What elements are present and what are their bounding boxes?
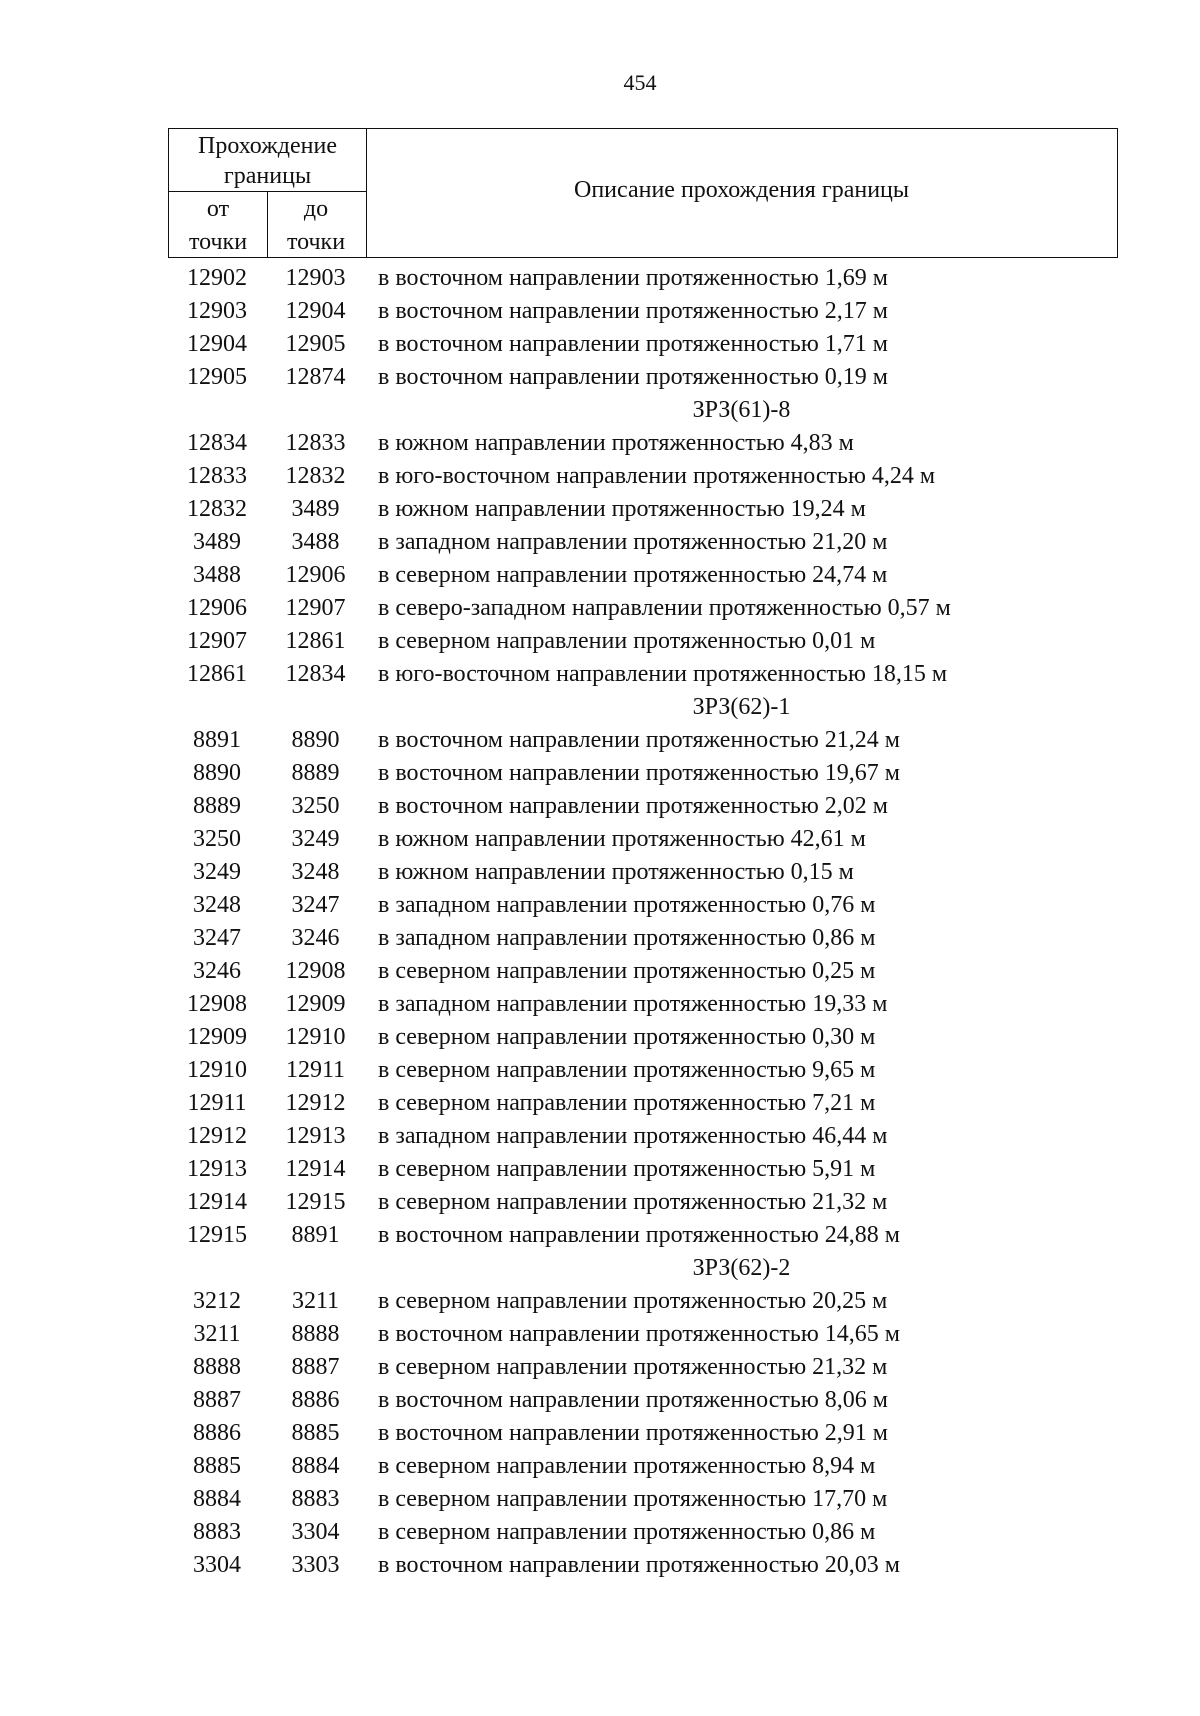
description-cell: в северном направлении протяженностью 0,25 м — [378, 958, 876, 984]
table-row — [0, 1483, 1200, 1516]
header-passage-line2: границы — [223, 163, 312, 189]
table-header — [168, 128, 1118, 258]
description-cell: в северном направлении протяженностью 8,94 м — [378, 1453, 876, 1479]
header-boundary-passage — [169, 131, 366, 191]
from-point-cell: 3489 — [193, 529, 241, 555]
to-point-cell: 12832 — [285, 463, 346, 489]
from-point-cell: 3246 — [193, 958, 241, 984]
to-point-cell: 3303 — [291, 1552, 340, 1578]
from-point-cell: 12833 — [187, 463, 247, 489]
from-point-cell: 12904 — [187, 331, 247, 357]
description-cell: в восточном направлении протяженностью 1,71 м — [378, 331, 888, 357]
header-from-point — [169, 193, 267, 259]
table-row — [0, 658, 1200, 691]
to-point-cell: 12904 — [285, 298, 346, 324]
from-point-cell: 3304 — [193, 1552, 241, 1578]
to-point-cell: 12905 — [285, 331, 346, 357]
to-point-cell: 8890 — [291, 727, 340, 753]
from-point-cell: 12914 — [187, 1189, 247, 1215]
description-cell: в западном направлении протяженностью 19,33 м — [378, 991, 888, 1017]
description-cell: в южном направлении протяженностью 19,24 м — [378, 496, 866, 522]
description-cell: в северном направлении протяженностью 20,25 м — [378, 1288, 888, 1314]
table-row — [0, 757, 1200, 790]
description-cell: в южном направлении протяженностью 4,83 м — [378, 430, 854, 456]
description-cell: в северном направлении протяженностью 5,91 м — [378, 1156, 876, 1182]
description-cell: в западном направлении протяженностью 21,20 м — [378, 529, 888, 555]
from-point-cell: 12913 — [187, 1156, 247, 1182]
from-point-cell: 12834 — [187, 430, 247, 456]
from-point-cell: 12905 — [187, 364, 247, 390]
to-point-cell: 12861 — [285, 628, 346, 654]
to-point-cell: 3246 — [291, 925, 340, 951]
to-point-cell: 8889 — [291, 760, 340, 786]
to-point-cell: 12906 — [285, 562, 346, 588]
table-row — [0, 1087, 1200, 1120]
to-point-cell: 12910 — [285, 1024, 346, 1050]
table-row — [0, 1450, 1200, 1483]
description-cell: в северном направлении протяженностью 9,65 м — [378, 1057, 876, 1083]
from-point-cell: 12909 — [187, 1024, 247, 1050]
from-point-cell: 8883 — [193, 1519, 241, 1545]
from-point-cell: 12907 — [187, 628, 247, 654]
to-point-cell: 3250 — [291, 793, 340, 819]
from-point-cell: 12902 — [187, 265, 247, 291]
to-point-cell: 12914 — [285, 1156, 346, 1182]
table-row — [0, 559, 1200, 592]
header-from-line1: от — [206, 196, 230, 222]
table-row — [0, 427, 1200, 460]
header-to-line1: до — [303, 196, 329, 222]
table-row — [0, 460, 1200, 493]
table-row — [0, 1318, 1200, 1351]
description-cell: в восточном направлении протяженностью 20,03 м — [378, 1552, 900, 1578]
header-passage-line1: Прохождение — [197, 133, 337, 159]
section-title: ЗРЗ(61)-8 — [692, 397, 791, 423]
from-point-cell: 12906 — [187, 595, 247, 621]
to-point-cell: 3249 — [291, 826, 340, 852]
description-cell: в восточном направлении протяженностью 0,19 м — [378, 364, 888, 390]
from-point-cell: 12908 — [187, 991, 247, 1017]
to-point-cell: 12903 — [285, 265, 346, 291]
table-row — [0, 988, 1200, 1021]
description-cell: в восточном направлении протяженностью 2,02 м — [378, 793, 888, 819]
section-heading — [0, 1252, 1200, 1285]
from-point-cell: 3248 — [193, 892, 241, 918]
header-from-line2: точки — [188, 229, 248, 255]
table-row — [0, 625, 1200, 658]
description-cell: в западном направлении протяженностью 46,44 м — [378, 1123, 888, 1149]
table-row — [0, 1417, 1200, 1450]
from-point-cell: 3212 — [193, 1288, 241, 1314]
table-row — [0, 592, 1200, 625]
from-point-cell: 3488 — [193, 562, 241, 588]
from-point-cell: 3211 — [193, 1321, 241, 1347]
from-point-cell: 8886 — [193, 1420, 241, 1446]
description-cell: в западном направлении протяженностью 0,86 м — [378, 925, 876, 951]
to-point-cell: 12909 — [285, 991, 346, 1017]
table-row — [0, 1384, 1200, 1417]
from-point-cell: 12861 — [187, 661, 247, 687]
from-point-cell: 12911 — [187, 1090, 247, 1116]
to-point-cell: 8891 — [291, 1222, 340, 1248]
description-cell: в восточном направлении протяженностью 21,24 м — [378, 727, 900, 753]
table-row — [0, 1219, 1200, 1252]
header-to-point — [267, 193, 365, 259]
description-cell: в юго-восточном направлении протяженностью 4,24 м — [378, 463, 936, 489]
from-point-cell: 12910 — [187, 1057, 247, 1083]
to-point-cell: 12911 — [285, 1057, 346, 1083]
table-row — [0, 262, 1200, 295]
table-row — [0, 1054, 1200, 1087]
from-point-cell: 3249 — [193, 859, 241, 885]
description-cell: в восточном направлении протяженностью 2,91 м — [378, 1420, 888, 1446]
table-row — [0, 823, 1200, 856]
table-row — [0, 493, 1200, 526]
description-cell: в северном направлении протяженностью 0,01 м — [378, 628, 876, 654]
table-row — [0, 724, 1200, 757]
from-point-cell: 8888 — [193, 1354, 241, 1380]
description-cell: в восточном направлении протяженностью 2,17 м — [378, 298, 888, 324]
table-row — [0, 526, 1200, 559]
from-point-cell: 3247 — [193, 925, 241, 951]
to-point-cell: 3489 — [291, 496, 340, 522]
table-row — [0, 856, 1200, 889]
table-row — [0, 1120, 1200, 1153]
from-point-cell: 8890 — [193, 760, 241, 786]
description-cell: в восточном направлении протяженностью 8,06 м — [378, 1387, 888, 1413]
description-cell: в восточном направлении протяженностью 14,65 м — [378, 1321, 900, 1347]
to-point-cell: 12834 — [285, 661, 346, 687]
to-point-cell: 3247 — [291, 892, 340, 918]
from-point-cell: 8891 — [193, 727, 241, 753]
description-cell: в южном направлении протяженностью 42,61 м — [378, 826, 866, 852]
header-description: Описание прохождения границы — [573, 177, 909, 203]
to-point-cell: 12874 — [285, 364, 346, 390]
description-cell: в северном направлении протяженностью 17,70 м — [378, 1486, 888, 1512]
to-point-cell: 12913 — [285, 1123, 346, 1149]
to-point-cell: 8888 — [291, 1321, 340, 1347]
to-point-cell: 8887 — [291, 1354, 340, 1380]
table-row — [0, 295, 1200, 328]
table-row — [0, 1516, 1200, 1549]
to-point-cell: 3248 — [291, 859, 340, 885]
from-point-cell: 8885 — [193, 1453, 241, 1479]
table-row — [0, 1285, 1200, 1318]
table-row — [0, 922, 1200, 955]
section-heading — [0, 394, 1200, 427]
to-point-cell: 8883 — [291, 1486, 340, 1512]
to-point-cell: 3488 — [291, 529, 340, 555]
description-cell: в юго-восточном направлении протяженностью 18,15 м — [378, 661, 948, 687]
description-cell: в восточном направлении протяженностью 24,88 м — [378, 1222, 900, 1248]
from-point-cell: 8889 — [193, 793, 241, 819]
header-to-line2: точки — [286, 229, 346, 255]
to-point-cell: 3211 — [291, 1288, 340, 1314]
table-body — [0, 262, 1200, 1582]
table-row — [0, 328, 1200, 361]
description-cell: в западном направлении протяженностью 0,76 м — [378, 892, 876, 918]
from-point-cell: 12915 — [187, 1222, 247, 1248]
table-row — [0, 955, 1200, 988]
table-row — [0, 1186, 1200, 1219]
table-row — [0, 1021, 1200, 1054]
table-row — [0, 790, 1200, 823]
section-title: ЗРЗ(62)-2 — [692, 1255, 791, 1281]
table-row — [0, 361, 1200, 394]
description-cell: в восточном направлении протяженностью 19,67 м — [378, 760, 900, 786]
to-point-cell: 8884 — [291, 1453, 340, 1479]
section-heading — [0, 691, 1200, 724]
to-point-cell: 3304 — [291, 1519, 340, 1545]
table-row — [0, 1549, 1200, 1582]
description-cell: в северном направлении протяженностью 21,32 м — [378, 1189, 888, 1215]
description-cell: в северном направлении протяженностью 0,30 м — [378, 1024, 876, 1050]
description-cell: в северном направлении протяженностью 0,86 м — [378, 1519, 876, 1545]
from-point-cell: 12832 — [187, 496, 247, 522]
to-point-cell: 12915 — [285, 1189, 346, 1215]
from-point-cell: 12903 — [187, 298, 247, 324]
to-point-cell: 8886 — [291, 1387, 340, 1413]
to-point-cell: 12908 — [285, 958, 346, 984]
description-cell: в южном направлении протяженностью 0,15 м — [378, 859, 854, 885]
from-point-cell: 8884 — [193, 1486, 241, 1512]
to-point-cell: 8885 — [291, 1420, 340, 1446]
description-cell: в северном направлении протяженностью 24,74 м — [378, 562, 888, 588]
to-point-cell: 12833 — [285, 430, 346, 456]
table-row — [0, 889, 1200, 922]
table-row — [0, 1153, 1200, 1186]
page-number: 454 — [623, 70, 657, 95]
to-point-cell: 12912 — [285, 1090, 346, 1116]
from-point-cell: 12912 — [187, 1123, 247, 1149]
from-point-cell: 3250 — [193, 826, 241, 852]
description-cell: в северном направлении протяженностью 21,32 м — [378, 1354, 888, 1380]
table-row — [0, 1351, 1200, 1384]
from-point-cell: 8887 — [193, 1387, 241, 1413]
description-cell: в северо-западном направлении протяженностью 0,57 м — [378, 595, 951, 621]
description-cell: в северном направлении протяженностью 7,21 м — [378, 1090, 876, 1116]
section-title: ЗРЗ(62)-1 — [692, 694, 791, 720]
description-cell: в восточном направлении протяженностью 1,69 м — [378, 265, 888, 291]
to-point-cell: 12907 — [285, 595, 346, 621]
